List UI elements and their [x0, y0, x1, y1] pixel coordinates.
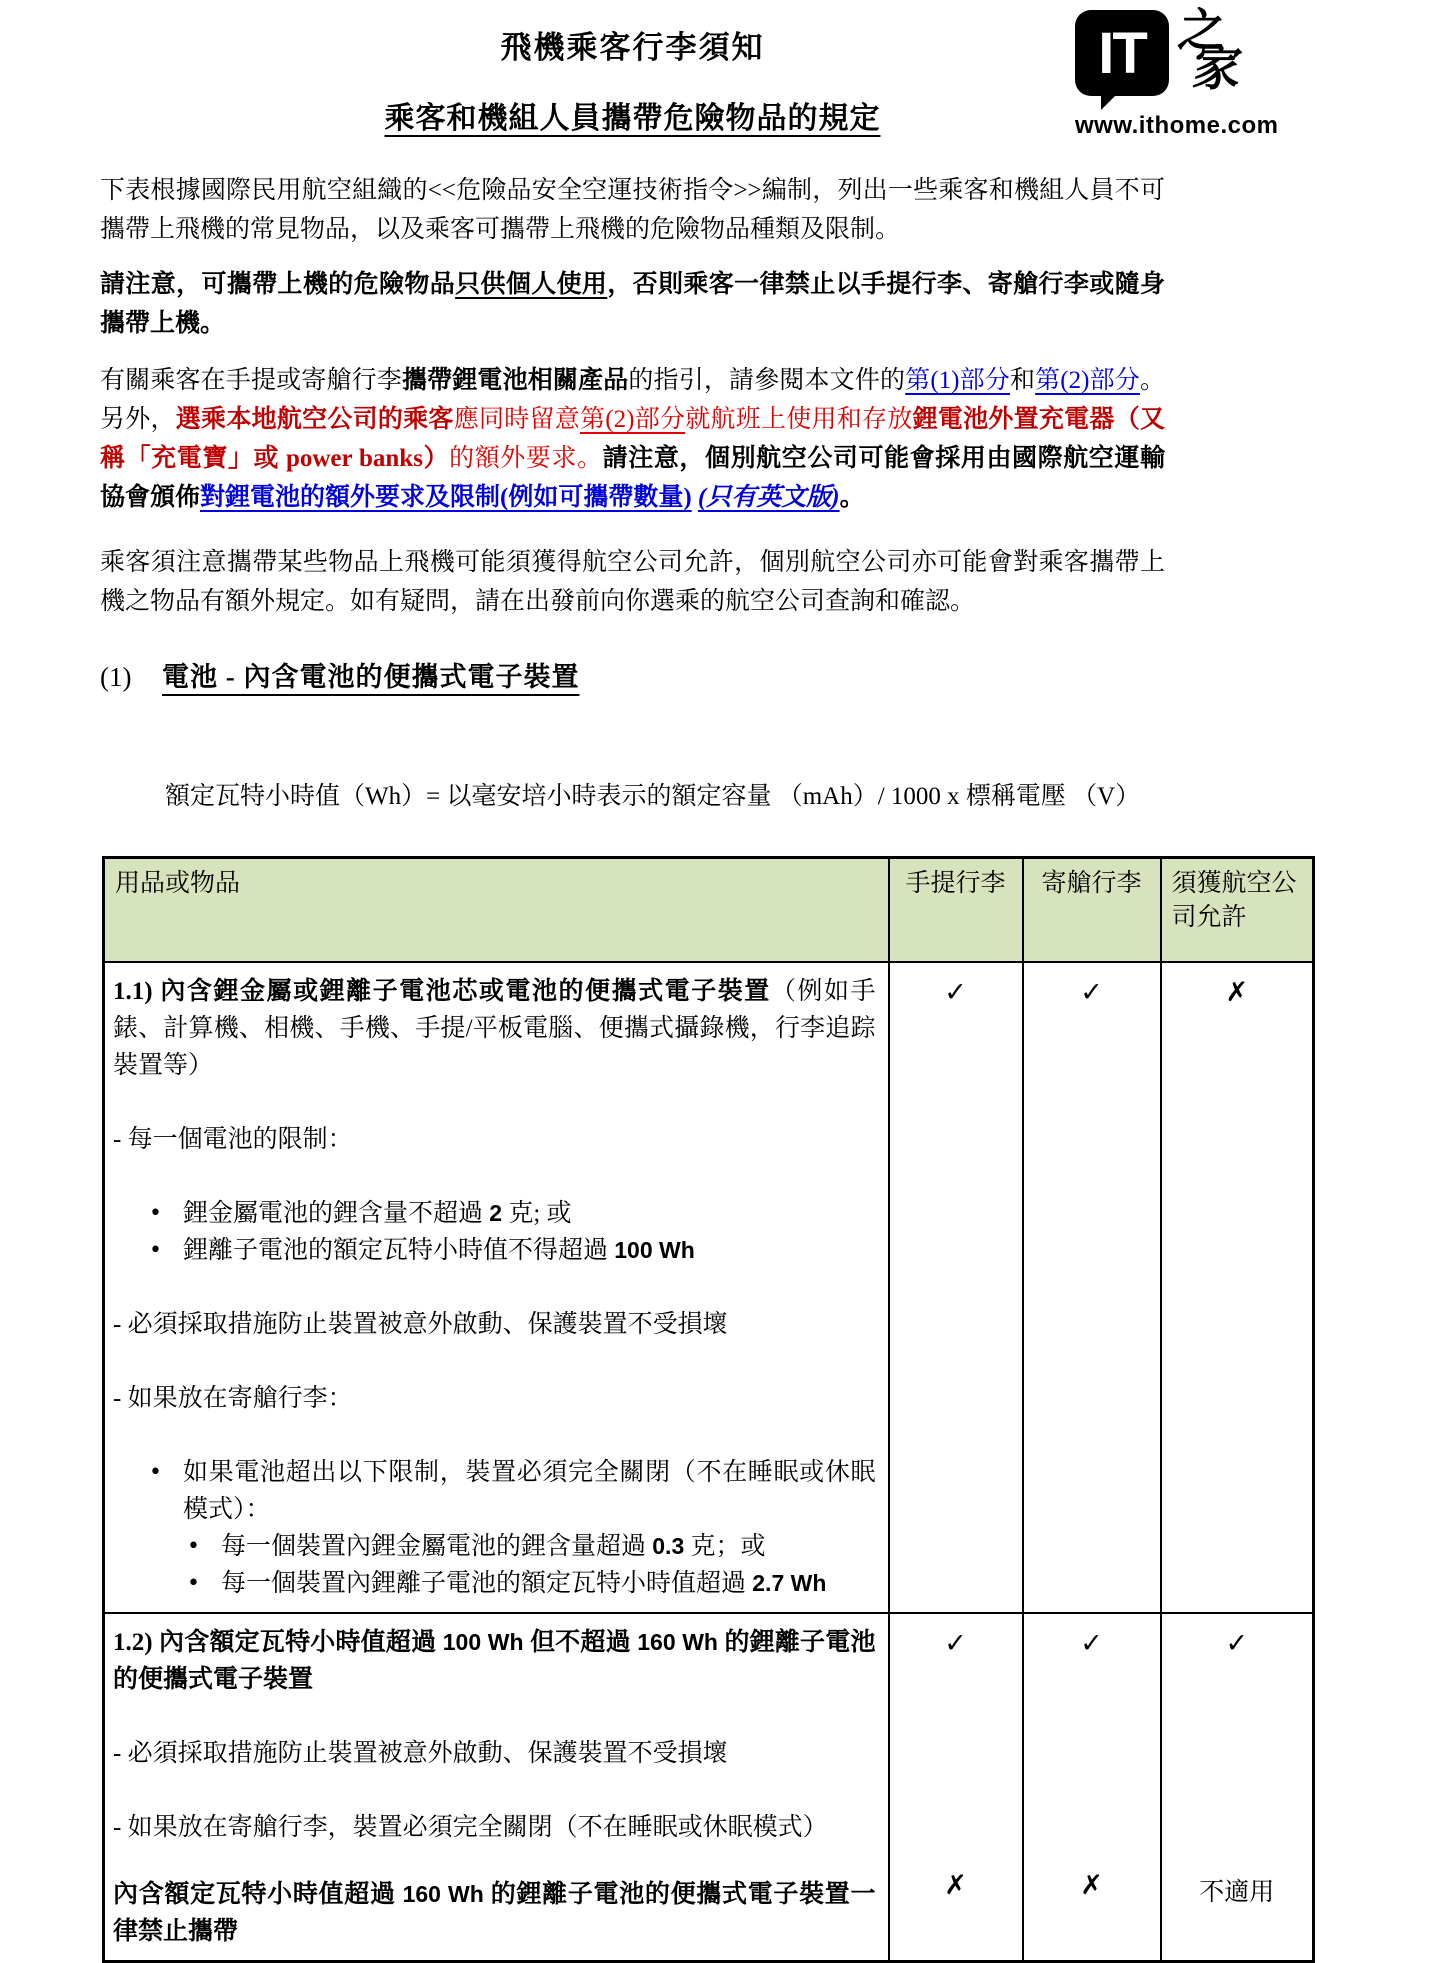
ithome-logo-icon: IT	[1075, 10, 1169, 96]
row-1-2-item-cell	[104, 1613, 889, 1856]
table-row-1-2	[104, 1613, 1314, 1856]
table-cell-block-bullet2: • 每一個裝置內鋰離子電池的額定瓦特小時值超過 2.7 Wh	[187, 1565, 876, 1602]
row-1-2-checked-mark: ✓	[1023, 1613, 1161, 1856]
dangerous-goods-table	[102, 856, 1315, 1963]
bullet-icon: •	[149, 1460, 162, 1485]
watt-hour-formula: 額定瓦特小時值（Wh）= 以毫安培小時表示的額定容量 （mAh）/ 1000 x 標稱電壓 （V）	[165, 783, 1141, 810]
table-cell-block-dash: - 必須採取措施防止裝置被意外啟動、保護裝置不受損壞	[113, 1311, 728, 1338]
row-160wh-item-cell	[104, 1856, 889, 1962]
dash-marker: -	[113, 1126, 128, 1153]
bullet-icon: •	[187, 1534, 200, 1559]
ithome-logo-chinese	[1175, 5, 1245, 97]
table-cell-block-bullet: • 如果電池超出以下限制，裝置必須完全關閉（不在睡眠或休眠模式）：	[149, 1454, 876, 1528]
intro-paragraph-3-lithium: 有關乘客在手提或寄艙行李攜帶鋰電池相關產品的指引，請參閱本文件的第(1)部分和第(2)部分。另外，選乘本地航空公司的乘客應同時留意第(2)部分就航班上使用和存放鋰電池外置充電器（又稱「充電寶」或 power banks）的額外要求。請注意，個別航空公司可能會採用由國際航空運輸協會頒佈對鋰電池的額外要求及限制(例如可攜帶數量) (只有英文版)。	[100, 367, 1165, 511]
ithome-logo	[1075, 5, 1279, 140]
column-header-carry-on: 手提行李	[889, 858, 1023, 963]
link-iata-requirements[interactable]: 對鋰電池的額外要求及限制(例如可攜帶數量)	[200, 484, 692, 511]
row-1-2-approval-mark: ✓	[1161, 1613, 1314, 1856]
table-row-over-160wh	[104, 1856, 1314, 1962]
dash-marker: -	[113, 1311, 128, 1338]
table-cell-block-bullet: • 鋰離子電池的額定瓦特小時值不得超過 100 Wh	[149, 1232, 876, 1269]
table-cell-block-p: 內含額定瓦特小時值超過 160 Wh 的鋰離子電池的便攜式電子裝置一律禁止攜帶	[113, 1881, 876, 1945]
link-english-only[interactable]: (只有英文版)	[697, 484, 840, 511]
dash-marker: -	[113, 1385, 128, 1412]
column-header-checked: 寄艙行李	[1023, 858, 1161, 963]
intro-paragraph-1: 下表根據國際民用航空組織的<<危險品安全空運技術指令>>編制，列出一些乘客和機組人員不可攜帶上飛機的常見物品，以及乘客可攜帶上飛機的危險物品種類及限制。	[100, 177, 1165, 243]
logo-char-zhi: 之	[1175, 5, 1229, 56]
page-title: 飛機乘客行李須知	[500, 30, 765, 65]
row-1-1-approval-mark: ✗	[1161, 962, 1314, 1613]
table-header-row	[104, 858, 1314, 963]
logo-char-jia: 家	[1189, 43, 1245, 97]
dash-marker: -	[113, 1814, 128, 1841]
table-cell-block-p: 1.2) 內含額定瓦特小時值超過 100 Wh 但不超過 160 Wh 的鋰離子電池的便攜式電子裝置	[113, 1629, 876, 1693]
intro-paragraph-4-airline: 乘客須注意攜帶某些物品上飛機可能須獲得航空公司允許，個別航空公司亦可能會對乘客攜帶上機之物品有額外規定。如有疑問，請在出發前向你選乘的航空公司查詢和確認。	[100, 549, 1165, 615]
row-1-2-carry-on-mark: ✓	[889, 1613, 1023, 1856]
table-cell-block-dash: - 如果放在寄艙行李：	[113, 1385, 353, 1412]
bullet-icon: •	[149, 1201, 162, 1226]
row-1-1-carry-on-mark: ✓	[889, 962, 1023, 1613]
row-1-1-item-cell	[104, 962, 889, 1613]
row-160wh-approval-text: 不適用	[1161, 1856, 1314, 1962]
ithome-website-text: www.ithome.com	[1075, 112, 1279, 139]
row-160wh-carry-on-mark: ✗	[889, 1856, 1023, 1962]
table-cell-block-dash: - 必須採取措施防止裝置被意外啟動、保護裝置不受損壞	[113, 1740, 728, 1767]
dash-marker: -	[113, 1740, 128, 1767]
table-cell-block-dash: - 每一個電池的限制：	[113, 1126, 353, 1153]
table-row-1-1	[104, 962, 1314, 1613]
intro-paragraph-2-notice: 請注意，可攜帶上機的危險物品只供個人使用，否則乘客一律禁止以手提行李、寄艙行李或隨身攜帶上機。	[100, 271, 1165, 337]
row-160wh-checked-mark: ✗	[1023, 1856, 1161, 1962]
table-cell-block-p: 1.1) 內含鋰金屬或鋰離子電池芯或電池的便攜式電子裝置（例如手錶、計算機、相機、手機、手提/平板電腦、便攜式攝錄機，行李追踪裝置等）	[113, 978, 876, 1079]
table-cell-block-dash: - 如果放在寄艙行李，裝置必須完全關閉（不在睡眠或休眠模式）	[113, 1814, 828, 1841]
bullet-icon: •	[149, 1238, 162, 1263]
column-header-item: 用品或物品	[104, 858, 889, 963]
section-1-number: (1)	[100, 662, 132, 692]
row-1-1-checked-mark: ✓	[1023, 962, 1161, 1613]
link-section-2[interactable]: 第(2)部分	[1035, 367, 1140, 394]
bullet-icon: •	[187, 1571, 200, 1596]
section-1-heading	[100, 655, 1440, 694]
ithome-logo-row	[1075, 5, 1270, 97]
page-subtitle: 乘客和機組人員攜帶危險物品的規定	[384, 102, 881, 135]
column-header-approval: 須獲航空公司允許	[1161, 858, 1314, 963]
link-section-2-red[interactable]: 第(2)部分	[580, 406, 686, 433]
section-1-title: 電池 - 內含電池的便攜式電子裝置	[162, 662, 580, 692]
table-cell-block-bullet: • 鋰金屬電池的鋰含量不超過 2 克; 或	[149, 1195, 876, 1232]
table-cell-block-bullet2: • 每一個裝置內鋰金屬電池的鋰含量超過 0.3 克；或	[187, 1528, 876, 1565]
link-section-1[interactable]: 第(1)部分	[905, 367, 1010, 394]
